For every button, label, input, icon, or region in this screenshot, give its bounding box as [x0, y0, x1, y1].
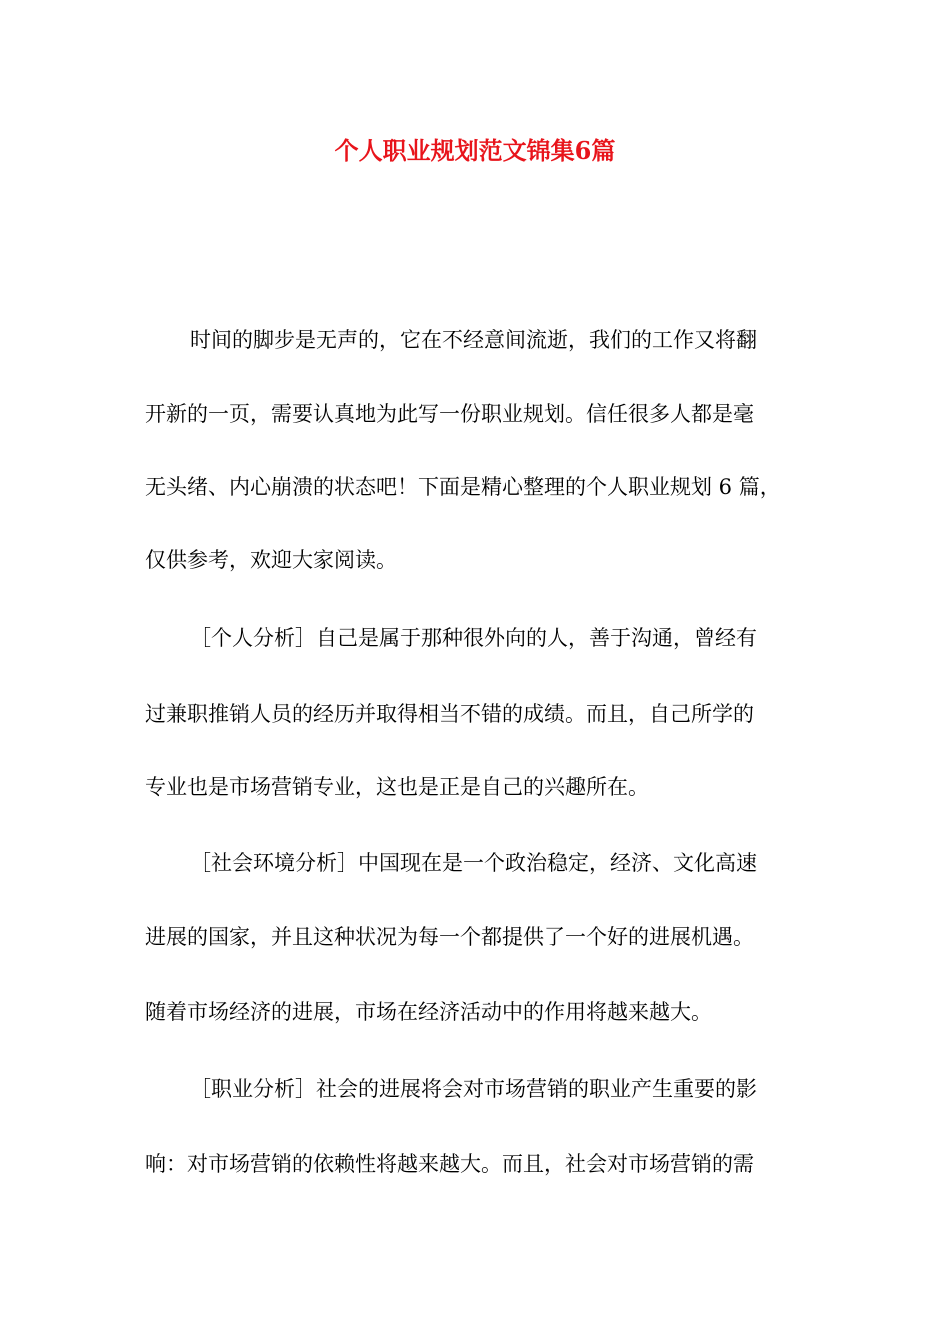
- paragraph-intro-line-2: 开新的一页，需要认真地为此写一份职业规划。信任很多人都是毫: [145, 402, 754, 426]
- paragraph-career-line-2: 响：对市场营销的依赖性将越来越大。而且，社会对市场营销的需: [145, 1152, 754, 1176]
- paragraph-intro-line-1: 时间的脚步是无声的，它在不经意间流逝，我们的工作又将翻: [190, 328, 757, 352]
- paragraph-personal-line-3: 专业也是市场营销专业，这也是正是自己的兴趣所在。: [145, 775, 649, 799]
- paragraph-social-line-2: 进展的国家，并且这种状况为每一个都提供了一个好的进展机遇。: [145, 925, 754, 949]
- paragraph-social-line-1: ［社会环境分析］中国现在是一个政治稳定，经济、文化高速: [190, 851, 757, 875]
- paragraph-intro-line-3: 无头绪、内心崩溃的状态吧！下面是精心整理的个人职业规划 6 篇，: [145, 475, 781, 499]
- paragraph-social-line-3: 随着市场经济的进展，市场在经济活动中的作用将越来越大。: [145, 1000, 712, 1024]
- paragraph-career-line-1: ［职业分析］社会的进展将会对市场营销的职业产生重要的影: [190, 1077, 757, 1101]
- document-title: 个人职业规划范文锦集6篇: [334, 136, 616, 165]
- paragraph-personal-line-2: 过兼职推销人员的经历并取得相当不错的成绩。而且，自己所学的: [145, 702, 754, 726]
- paragraph-personal-line-1: ［个人分析］自己是属于那种很外向的人，善于沟通，曾经有: [190, 626, 757, 650]
- paragraph-intro-line-4: 仅供参考，欢迎大家阅读。: [145, 548, 397, 572]
